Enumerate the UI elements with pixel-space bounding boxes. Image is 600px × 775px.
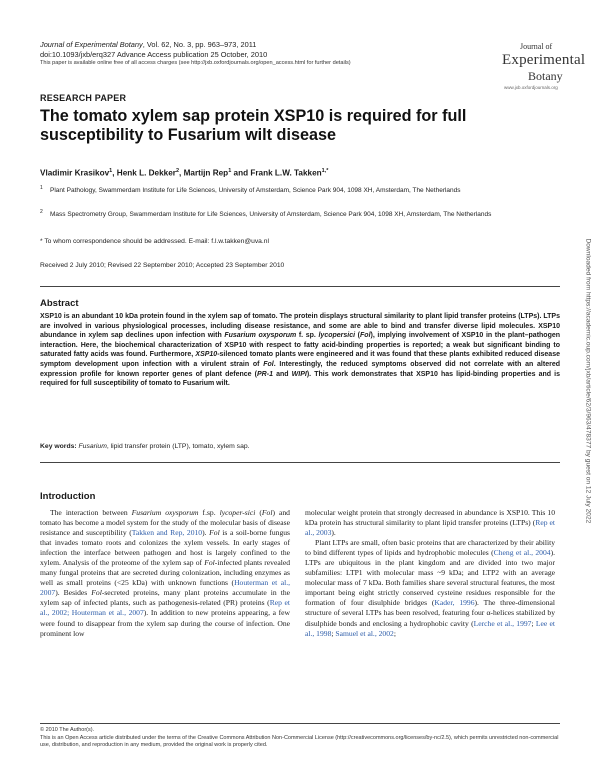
journal-name: Journal of Experimental Botany [40, 40, 143, 49]
author-affiliation-mark: 1 [228, 168, 232, 174]
citation-link[interactable]: Lee et al., 1998 [305, 618, 556, 638]
abstract-italic: Fusarium oxysporum [224, 332, 297, 340]
abstract-text: . Interestingly, the reduced symptoms observed did not correlate with an altered expression profile for known reporter genes of plant defence ( [40, 360, 560, 378]
download-note: Downloaded from https://academic.oup.com/jxb/article/62/3/963/478377 by guest on 12 July 2022 [584, 238, 592, 524]
affiliation-text: Mass Spectrometry Group, Swammerdam Institute for Life Sciences, University of Amsterdam, Science Park 904, 1098 XH, Amsterdam, The Netherlands [50, 211, 492, 218]
footer-divider [40, 723, 560, 724]
author-affiliation-mark: 2 [175, 168, 180, 174]
abstract-body [40, 312, 560, 389]
abstract-italic: Fol [263, 360, 274, 368]
logo-line-1: Journal of [520, 42, 553, 51]
author-name: Martijn Rep [183, 168, 229, 178]
logo-line-3: Botany [528, 69, 563, 83]
affiliation-number: 1 [40, 185, 43, 191]
author-separator: , [112, 168, 117, 178]
copyright: © 2010 The Author(s). [40, 727, 95, 733]
citation-link[interactable]: Houterman et al., 2007 [40, 578, 291, 598]
abstract-text: ). This work demonstrates that XSP10 has lipid-binding properties and is required for full susceptibility of tomato to Fusarium wilt. [40, 370, 560, 388]
intro-paragraph: The interaction between Fusarium oxysporum f.sp. lycoper-sici (Fol) and tomato has become a model system for the study of the molecular basis of disease resistance and susceptibility (Takken and Rep, 2010). Fol is a soil-borne fungus that invades tomato roots and colonizes the xylem vessels. In early stages of infection the interface between pathogen and host is largely confined to the xylem. Analysis of the proteome of the xylem sap of Fol-infected plants revealed many fungal proteins that are secreted during colonization, including enzymes as well as small proteins (<25 kDa) with unknown functions (Houterman et al., 2007). Besides Fol-secreted proteins, many plant proteins accumulate in the xylem sap of infected plants, such as pathogenesis-related (PR) proteins (Rep et al., 2002; Houterman et al., 2007). In addition to new proteins appearing, a few were found to disappear from the xylem sap during the course of infection. One prominent low [40, 508, 291, 638]
citation-link[interactable]: Cheng et al., 2004 [493, 548, 551, 558]
abstract-italic: WIPI [291, 370, 307, 378]
doi-line[interactable]: doi:10.1093/jxb/erq327 Advance Access publication 25 October, 2010 [40, 49, 268, 59]
abstract-italic: XSP10 [195, 351, 218, 359]
abstract-italic: Fol [360, 332, 371, 340]
affiliation [40, 210, 560, 220]
abstract-text: -silenced tomato plants were engineered and it was found that these plants exhibited reduced disease symptom development upon infection with a virulent strain of [40, 351, 560, 368]
article-title: The tomato xylem sap protein XSP10 is required for full susceptibility to Fusarium wilt disease [40, 107, 467, 144]
abstract-italic: lycopersici [318, 332, 356, 340]
page-footer [40, 723, 560, 750]
author-name: Henk L. Dekker [116, 168, 176, 178]
license-text: This is an Open Access article distributed under the terms of the Creative Commons Attribution Non-Commercial License (http://creativecommons.org/licenses/by-nc/2.5), which permits unrestricted non-commercial use, distribution, and reproduction in any medium, provided the original work is properly cited. [40, 734, 559, 749]
citation-link[interactable]: Lerche et al., 1997 [473, 618, 532, 628]
introduction-heading: Introduction [40, 491, 96, 502]
author-affiliation-mark: 1,* [321, 168, 329, 174]
abstract-italic: PR-1 [257, 370, 273, 378]
intro-column-left [40, 508, 290, 639]
author-affiliation-mark: 1 [109, 168, 113, 174]
abstract-text: and [272, 370, 292, 378]
abstract-heading: Abstract [40, 298, 79, 309]
author-list [40, 168, 328, 178]
logo-line-2: Experimental [502, 52, 586, 68]
citation-link[interactable]: Samuel et al., 2002 [335, 628, 394, 638]
divider [40, 286, 560, 287]
correspondence: * To whom correspondence should be addressed. E-mail: f.l.w.takken@uva.nl [40, 238, 269, 245]
affiliation [40, 186, 560, 196]
abstract-text: ), implying involvement of XSP10 in the plant–pathogen interaction. Here, the biochemical characterization of XSP10 with respect to fatty acid-binding properties is reported; a weak but significant binding to saturated fatty acids was found. Furthermore, [40, 332, 561, 359]
logo-url[interactable]: www.jxb.oxfordjournals.org [504, 85, 558, 90]
keyword-italic: Fusarium [78, 443, 107, 450]
affiliation-number: 2 [40, 209, 43, 215]
section-label: RESEARCH PAPER [40, 93, 127, 103]
intro-column-right [305, 508, 555, 639]
keywords-text: , lipid transfer protein (LTP), tomato, xylem sap. [106, 443, 250, 450]
journal-logo [500, 34, 586, 94]
citation-link[interactable]: Rep et al., 2003 [305, 518, 555, 538]
journal-details: , Vol. 62, No. 3, pp. 963–973, 2011 [142, 40, 257, 49]
intro-paragraph: Plant LTPs are small, often basic proteins that are characterized by their ability to bind different types of lipids and hydrophobic molecules (Cheng et al., 2004). LTPs are ubiquitous in the plant kingdom and are divided into two major subfamilies: LTP1 with molecular mass ~9 kDa; and LTP2 with an average molecular mass of 7 kDa. Both families share several structural features, the most important being eight strictly conserved cysteine residues responsible for the formation of four disulphide bridges (Kader, 1996). The three-dimensional structure of several LTPs has been resolved, featuring four α-helices stabilized by disulphide bonds and enclosing a hydrophobic cavity (Lerche et al., 1997; Lee et al., 1998; Samuel et al., 2002; [305, 538, 556, 638]
journal-header [40, 40, 460, 67]
keywords [40, 443, 250, 450]
keywords-label: Key words: [40, 443, 77, 450]
citation-link[interactable]: Rep et al., 2002; Houterman et al., 2007 [40, 598, 290, 618]
author-name: Frank L.W. Takken [250, 168, 322, 178]
article-dates: Received 2 July 2010; Revised 22 September 2010; Accepted 23 September 2010 [40, 262, 285, 269]
affiliation-text: Plant Pathology, Swammerdam Institute for Life Sciences, University of Amsterdam, Science Park 904, 1098 XH, Amsterdam, The Netherlands [50, 187, 461, 194]
citation-link[interactable]: Takken and Rep, 2010 [131, 528, 203, 538]
abstract-text: ( [355, 332, 361, 340]
download-sidebar [583, 240, 593, 660]
abstract-text: XSP10 is an abundant 10 kDa protein found in the xylem sap of tomato. The protein displays structural similarity to plant lipid transfer proteins (LTPs). LTPs are involved in various physiological processes, including disease resistance, and some are able to bind and transfer diverse lipid molecules. XSP10 abundance in xylem sap declines upon infection with [40, 313, 560, 340]
journal-citation [40, 40, 460, 50]
divider [40, 462, 560, 463]
abstract-text: f. sp. [296, 332, 319, 340]
citation-link[interactable]: Kader, 1996 [434, 598, 475, 608]
author-name: Vladimir Krasikov [40, 168, 110, 178]
author-separator: , [179, 168, 184, 178]
open-access-note[interactable]: This paper is available online free of all access charges (see http://jxb.oxfordjournals.org/open_access.html for further details) [40, 60, 351, 67]
author-separator: and [231, 168, 251, 178]
intro-paragraph: molecular weight protein that strongly decreased in abundance is XSP10. This 10 kDa protein has structural similarity to plant lipid transfer proteins (LTPs) (Rep et al., 2003). [305, 508, 555, 538]
